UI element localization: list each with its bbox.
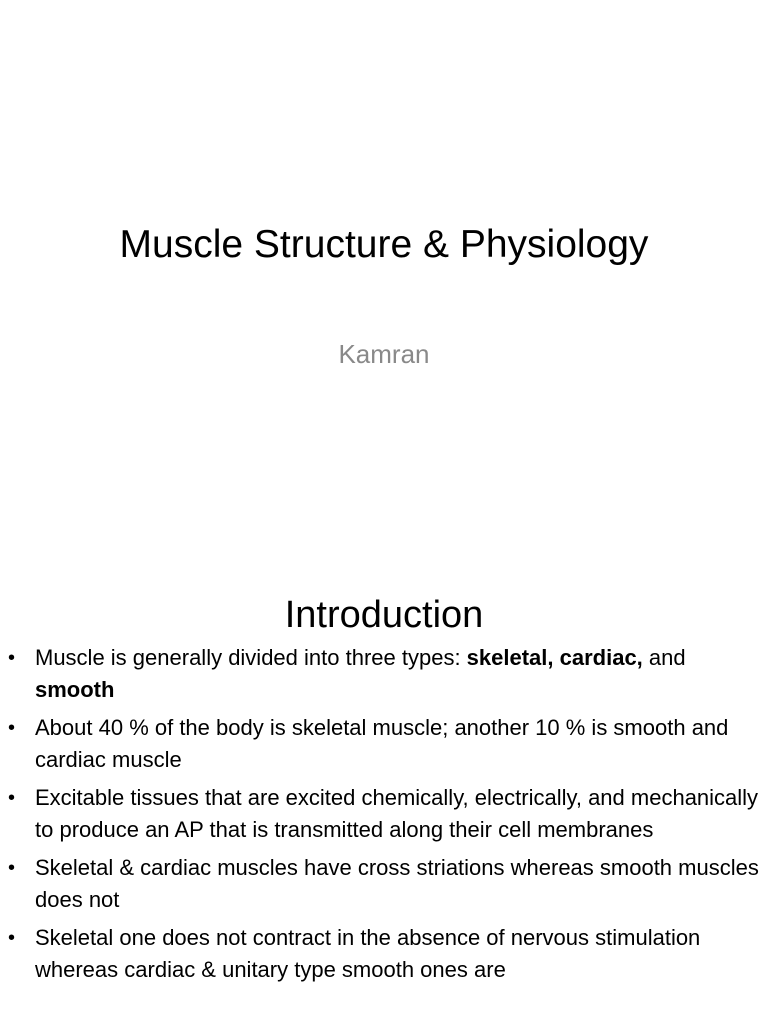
introduction-title: Introduction [284, 594, 484, 636]
bullet-text: Excitable tissues that are excited chemically, electrically, and mechanically to produce an AP that is transmitted along their cell membranes [35, 785, 759, 842]
bullet-text: and [642, 645, 686, 670]
bullet-item-contraction [0, 922, 760, 986]
bullet-marker: • [8, 927, 16, 949]
bullet-marker: • [8, 787, 16, 809]
bullet-item-excitable-tissues [0, 782, 760, 846]
bullet-item-striations [0, 852, 760, 916]
introduction-slide [0, 576, 768, 1024]
bullet-text: Muscle is generally divided into three types: [35, 645, 467, 670]
bullet-list [0, 642, 760, 992]
bullet-item-muscle-types [0, 642, 760, 706]
bullet-marker: • [8, 717, 16, 739]
bullet-text: Skeletal one does not contract in the absence of nervous stimulation whereas cardiac & unitary type smooth ones are [35, 925, 701, 982]
bullet-item-body-percentage [0, 712, 760, 776]
slide-subtitle-author: Kamran [338, 339, 430, 369]
bullet-bold-text: smooth [35, 677, 115, 702]
bullet-marker: • [8, 647, 16, 669]
bullet-marker: • [8, 857, 16, 879]
bullet-text: About 40 % of the body is skeletal muscle; another 10 % is smooth and cardiac muscle [35, 715, 729, 772]
slide-title: Muscle Structure & Physiology [119, 223, 649, 266]
bullet-bold-text: skeletal, cardiac, [466, 645, 643, 670]
bullet-text: Skeletal & cardiac muscles have cross striations whereas smooth muscles does not [35, 855, 759, 912]
